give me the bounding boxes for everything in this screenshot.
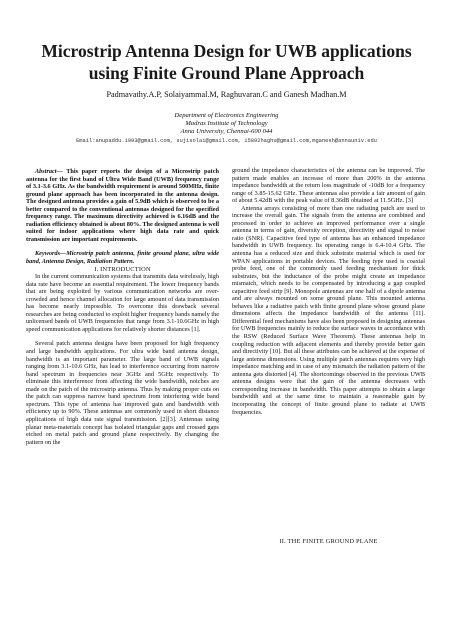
keywords-text: Microstrip patch antenna, finite ground plane, ultra wide band, Antenna Design, Radiation Pattern.: [26, 250, 219, 266]
keywords: [26, 250, 219, 265]
affiliation-department: Department of Electronics Engineering: [174, 112, 279, 119]
section-heading-introduction: I. INTRODUCTION: [94, 265, 151, 273]
left-column: [26, 168, 219, 446]
intro-paragraph-1: In the current communication systems that transmits data wirelessly, high data rate have become an essential requirement. The lower frequency bands that are being exploited by various communication networks are over-crowded and hence channel allocation for large amount of data transmission has become nearly impossible. To overcome this drawback several researches are being conducted to exploit higher frequency bands namely the unlicensed bands of UWB frequencies that range from 3.1-10.6GHz in high speed communication applications for relatively shorter distances [1].: [26, 273, 219, 333]
section-heading-finite-ground-plane: II. THE FINITE GROUND PLANE: [279, 538, 378, 545]
affiliation-university: Anna University, Chennai-600 044: [180, 128, 273, 136]
affiliation-institute: Madras Institute of Technology: [185, 120, 268, 128]
abstract-text: This paper reports the design of a Microstrip patch antenna for the first band of Ultra Wide Band (UWB) frequency range of 3.1-3.6 GHz. As the bandwidth requirement is around 500MHz, finite ground plane approach has been incorporated in the antenna design. The designed antenna provides a gain of 5.9dB which is observed to be a better compared to the conventional antennas designed for the specified frequency range. The maximum directivity achieved is 6.16dB and the radiation efficiency obtained is about 80%. The designed antenna is well suited for indoor applications where high data rate and quick transmission are important requirements.: [26, 168, 219, 243]
right-paragraph-1: ground the impedance characteristics of the antenna can be improved. The pattern made enables an increase of more than 200% in the antenna impedance bandwidth at the return loss magnitude of -10dB for a frequency range of 3.85-15.62 GHz. These antennas also provide a fair amount of gain of about 5.42dB with the peak value of 8.36dB obtained at 11.5GHz. [3]: [232, 167, 425, 205]
right-column: [232, 167, 425, 416]
intro-paragraph-2: Several patch antenna designs have been proposed for high frequency and large bandwidth applications. For ultra wide band antenna design, bandwidth is an important parameter. The large band of UWB signals ranging from 3.1-10.6 GHz, has lead to interference occurring from narrow band spectrum in frequencies near 3GHz and 5GHz respectively. To eliminate this interference from affecting the wide bandwidth, notches are made on the patch of the microstrip antenna. Thus by making proper cuts on the patch can suppress narrow band spectrum from interfering wide band spectrum. This type of antenna has improved gain and bandwidth with efficiency up to 90%. These antennas are commonly used in short distance applications of high data rate signal transmission. [2][3]. Antennas using planar meta-materials concept has isolated triangular gaps and crossed gaps etched on metal patch and ground plane respectively. By changing the pattern on the: [26, 340, 219, 446]
right-paragraph-2: Antenna arrays consisting of more than one radiating patch are used to increase the overall gain. The signals from the antenna are combined and processed in order to achieve an improved performance over a single antenna in terms of gain, diversity reception, directivity and signal to noise ratio (SNR). Capacitive feed type of antenna has an enhanced impedance bandwidth in UWB frequency. Its operating range is 6.4-10.4 GHz. The antenna has a reduced size and thick substrate material which is used for WPAN applications in portable devices. The feeding type used is coaxial probe feed, one of the commonly used feeding mechanism for thick substrates, but the inductance of the probe might create an impedance mismatch, which needs to be compensated by introducing a gap coupled capacitive feed strip [9]. Monopole antennas are one half of a dipole antenna and are always mounted on some ground plane. This mounted antenna behaves like a radiative patch with finite ground plane whose ground plane dimensions affects the impedance bandwidth of the antenna [11]. Differential feed mechanisms have also been proposed in designing antennas for UWB frequencies mainly to reduce the surface waves in accordance with the RSW (Reduced Surface Wave Theorem). These antennas help in coupling reduction with adjacent elements and thereby provide better gain and directivity [10]. But all these attributes can be achieved at the expense of large antenna dimensions. Using multiple patch antennas requires very high impedance matching and in case of any mismatch the radiation pattern of the antenna gets distorted [4]. The shortcomings observed in the previous UWB antenna designs were that the gain of the antenna decreases with corresponding increase in bandwidth. This paper attempts to obtain a large bandwidth and at the same time to maintain a reasonable gain by incorporating the concept of finite ground plane to radiate at UWB frequencies.: [232, 204, 425, 416]
title-line-1: Microstrip Antenna Design for UWB applications: [41, 41, 412, 61]
abstract: [26, 168, 219, 243]
affiliation: [20, 112, 433, 137]
title-line-2: using Finite Ground Plane Approach: [88, 63, 365, 83]
abstract-label: Abstract—: [35, 168, 63, 175]
paper-title: [20, 40, 433, 84]
author-emails: Email:anupaddu.1993@gmail.com, sujisolai@gmail.com, 15892haghu@gmail.com,mganesh@annauniv.edu: [76, 138, 377, 144]
keywords-label: Keywords—: [35, 250, 67, 258]
author-list: Padmavathy.A.P, Solaiyammal.M, Raghuvaran.C and Ganesh Madhan.M: [106, 90, 347, 99]
